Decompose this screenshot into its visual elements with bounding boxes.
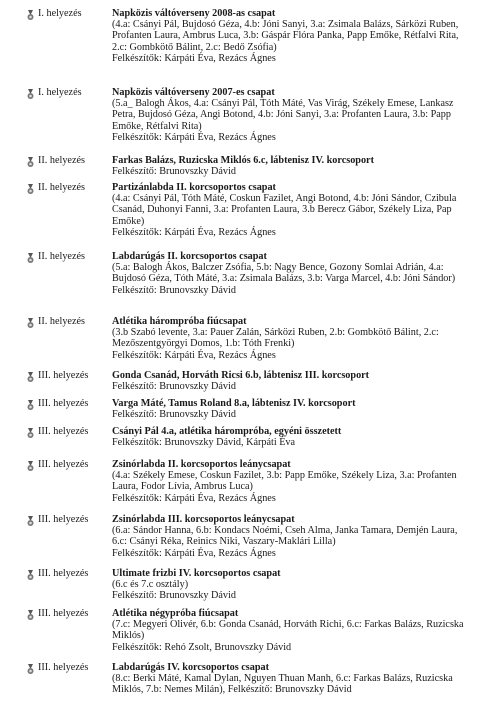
- medal-icon: [27, 400, 34, 411]
- entry-participants: (3.b Szabó levente, 3.a: Pauer Zalán, Sárközi Ruben, 2.b: Gombkötő Bálint, 2.c: Mezőszentgyörgyi Domos, 1.b: Tóth Frenki): [112, 327, 439, 350]
- entry-coach: Felkészítők: Kárpáti Éva, Rezács Ágnes: [112, 349, 276, 361]
- placement-label: III. helyezés: [38, 514, 89, 525]
- placement-label: III. helyezés: [38, 568, 89, 579]
- entry-coach: Felkészítő: Brunovszky Dávid: [112, 166, 236, 178]
- entry-coach: Felkészítő: Brunovszky Dávid: [112, 590, 236, 602]
- medal-icon: [27, 664, 34, 675]
- entry-participants: (4.a: Csányi Pál, Tóth Máté, Coskun Fazilet, Angi Botond, 4.b: Jóni Sándor, Czibula Csanád, Duhonyi Fanni, 3.a: Profanten Laura, 3.b Berecz Gábor, Székely Liza, Pap Emőke): [112, 193, 457, 227]
- entry-participants: (4.a: Székely Emese, Coskun Fazilet, 3.b: Papp Emőke, Székely Liza, 3.a: Profanten Laura, Fodor Lívia, Ambrus Luca): [112, 470, 457, 493]
- medal-icon: [27, 372, 34, 383]
- entry-title: Farkas Balázs, Ruzicska Miklós 6.c, lábtenisz IV. korcsoport: [112, 155, 374, 166]
- medal-icon: [27, 318, 34, 329]
- placement-label: I. helyezés: [38, 87, 82, 98]
- entry-coach: Felkészítők: Kárpáti Éva, Rezács Ágnes: [112, 547, 276, 559]
- medal-icon: [27, 610, 34, 621]
- entry-coach: Felkészítők: Kárpáti Éva, Rezács Ágnes: [112, 226, 276, 238]
- medal-icon: [27, 428, 34, 439]
- entry-title: Napközis váltóverseny 2007-es csapat: [112, 87, 275, 98]
- entry-participants: (4.a: Csányi Pál, Bujdosó Géza, 4.b: Jóni Sanyi, 3.a: Zsimala Balázs, Sárközi Ruben, Profanten Laura, Ambrus Luca, 3.b: Gáspár Flóra Panka, Papp Emőke, Rétfalvi Rita, 2.c: Gombkötő Bálint, 2.c: Bedő Zsófia): [112, 19, 459, 53]
- medal-icon: [27, 89, 34, 100]
- medal-icon: [27, 516, 34, 527]
- entry-title: Atlétika hárompróba fiúcsapat: [112, 316, 247, 327]
- entry-title: Labdarúgás II. korcsoportos csapat: [112, 251, 267, 262]
- entry-title: Napközis váltóverseny 2008-as csapat: [112, 8, 276, 19]
- medal-icon: [27, 461, 34, 472]
- entry-title: Atlétika négypróba fiúcsapat: [112, 608, 239, 619]
- entry-title: Csányi Pál 4.a, atlétika hárompróba, egyéni összetett: [112, 426, 342, 437]
- entry-coach: Felkészítő: Brunovszky Dávid: [112, 381, 236, 393]
- entry-title: Varga Máté, Tamus Roland 8.a, lábtenisz IV. korcsoport: [112, 398, 356, 409]
- entry-title: Partizánlabda II. korcsoportos csapat: [112, 182, 276, 193]
- entry-coach: Felkészítők: Rehó Zsolt, Brunovszky Dávid: [112, 641, 292, 653]
- placement-label: III. helyezés: [38, 370, 89, 381]
- medal-icon: [27, 157, 34, 168]
- entry-participants: (8.c: Berki Máté, Kamal Dylan, Nguyen Thuan Manh, 6.c: Farkas Balázs, Ruzicska Miklós, 7.b: Nemes Milán), Felkészítő: Brunovszky Dávid: [112, 673, 453, 696]
- medal-icon: [27, 184, 34, 195]
- placement-label: II. helyezés: [38, 182, 85, 193]
- placement-label: III. helyezés: [38, 662, 89, 673]
- entry-coach: Felkészítők: Brunovszky Dávid, Kárpáti Éva: [112, 437, 296, 449]
- entry-coach: Felkészítő: Brunovszky Dávid: [112, 409, 236, 421]
- medal-icon: [27, 570, 34, 581]
- entry-coach: Felkészítő: Brunovszky Dávid: [112, 284, 236, 296]
- entry-coach: Felkészítők: Kárpáti Éva, Rezács Ágnes: [112, 131, 276, 143]
- entry-participants: (7.c: Megyeri Olivér, 6.b: Gonda Csanád, Horváth Richi, 6.c: Farkas Balázs, Ruzicska Miklós): [112, 619, 464, 642]
- entry-participants: (5.a: Balogh Ákos, Balczer Zsófia, 5.b: Nagy Bence, Gozony Somlai Adrián, 4.a: Bujdosó Géza, Tóth Máté, 3.a: Zsimala Balázs, 3.b: Varga Marcel, 4.b: Jóni Sándor): [112, 262, 456, 285]
- entry-coach: Felkészítők: Kárpáti Éva, Rezács Ágnes: [112, 492, 276, 504]
- placement-label: II. helyezés: [38, 155, 85, 166]
- entry-participants: (5.a_ Balogh Ákos, 4.a: Csányi Pál, Tóth Máté, Vas Virág, Székely Emese, Lankasz Petra, Bujdosó Géza, Angi Botond, 4.b: Jóni Sanyi, 3.a: Profanten Laura, 3.b: Papp Emőke, Rétfalvi Rita): [112, 98, 454, 132]
- placement-label: III. helyezés: [38, 426, 89, 437]
- placement-label: III. helyezés: [38, 608, 89, 619]
- medal-icon: [27, 10, 34, 21]
- entry-title: Gonda Csanád, Horváth Ricsi 6.b, lábtenisz III. korcsoport: [112, 370, 370, 381]
- entry-participants: (6.c és 7.c osztály): [112, 579, 189, 591]
- entry-title: Labdarúgás IV. korcsoportos csapat: [112, 662, 269, 673]
- medal-icon: [27, 253, 34, 264]
- placement-label: I. helyezés: [38, 8, 82, 19]
- placement-label: II. helyezés: [38, 316, 85, 327]
- entry-title: Zsinórlabda III. korcsoportos leánycsapat: [112, 514, 295, 525]
- entry-title: Ultimate frizbi IV. korcsoportos csapat: [112, 568, 281, 579]
- entry-coach: Felkészítők: Kárpáti Éva, Rezács Ágnes: [112, 52, 276, 64]
- placement-label: III. helyezés: [38, 459, 89, 470]
- placement-label: II. helyezés: [38, 251, 85, 262]
- placement-label: III. helyezés: [38, 398, 89, 409]
- entry-participants: (6.a: Sándor Hanna, 6.b: Kondacs Noémi, Cseh Alma, Janka Tamara, Demjén Laura, 6.c: Csányi Réka, Reinics Niki, Vaszary-Maklári Lilla): [112, 525, 458, 548]
- entry-title: Zsinórlabda II. korcsoportos leánycsapat: [112, 459, 291, 470]
